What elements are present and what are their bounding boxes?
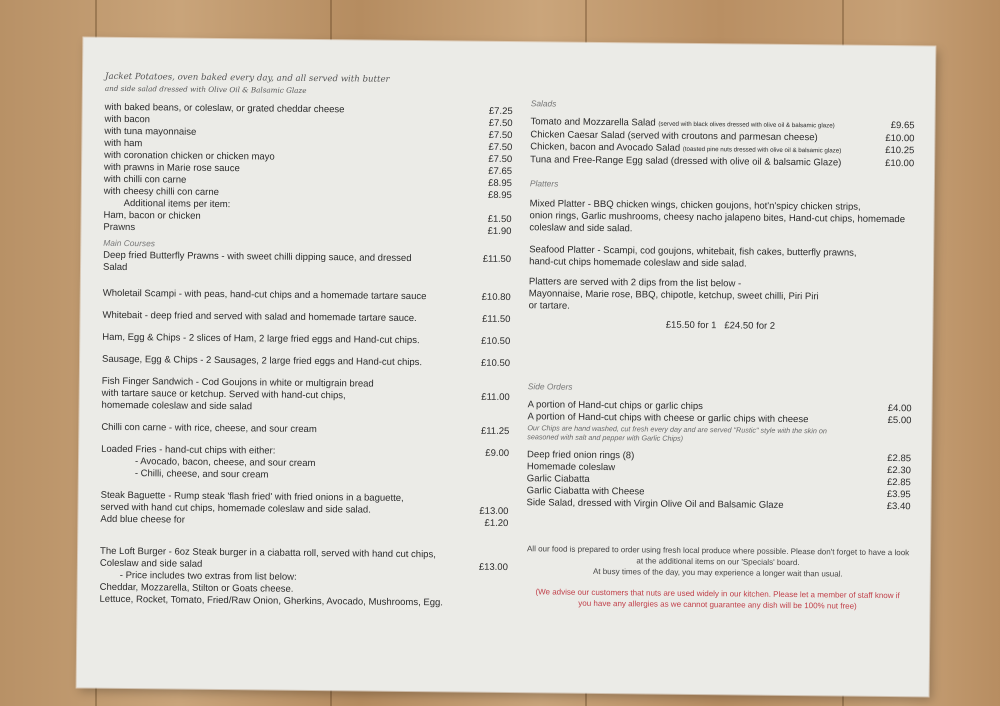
salads-heading: Salads [530, 98, 557, 109]
menu-item: Side Salad, dressed with Virgin Olive Oil and Balsamic Glaze £3.40 [526, 497, 911, 513]
menu-item: Deep fried Butterfly Prawns - with sweet chilli dipping sauce, and dressed Salad £11.50 [102, 249, 512, 274]
menu-item: Wholetail Scampi - with peas, hand-cut chips and a homemade tartare sauce £10.80 [102, 287, 511, 304]
footer-note: All our food is prepared to order using fresh local produce where possible. Please don't forget to have a look at the additional items on our 'Specials' board. At busy times of the day, you may experience a longer wait than usual. [526, 544, 910, 579]
menu-item: Deep fried onion rings (8) £2.85 [527, 449, 912, 465]
jacket-potato-list [103, 102, 512, 238]
menu-item: Loaded Fries - hand-cut chips with either: - Avocado, bacon, cheese, and sour cream - Chilli, cheese, and sour cream £9.00 [101, 443, 510, 481]
menu-item: Garlic Ciabatta with Cheese £3.95 [526, 485, 911, 501]
menu-item: with bacon £7.50 [104, 113, 513, 130]
left-column [99, 72, 513, 610]
menu-item: with coronation chicken or chicken mayo £7.50 [104, 149, 513, 166]
side-orders-heading: Side Orders [527, 381, 573, 392]
menu-item: Ham, Egg & Chips - 2 slices of Ham, 2 large fried eggs and Hand-cut chips. £10.50 [102, 331, 511, 348]
menu-item: A portion of Hand-cut chips with cheese or garlic chips with cheese £5.00 [527, 411, 912, 427]
menu-item: Steak Baguette - Rump steak 'flash fried' with fried onions in a baguette, served with hand cut chips, homemade coleslaw and side salad. £13.00 [100, 489, 509, 518]
menu-item: Prawns £1.90 [103, 221, 512, 238]
menu-item: Add blue cheese for £1.20 [100, 513, 509, 530]
menu-item: Chicken Caesar Salad (served with croutons and parmesan cheese) £10.00 [530, 129, 915, 145]
chips-note: Our Chips are hand washed, cut fresh every day and are served "Rustic" style with the skin on seasoned with salt and pepper with Garlic Chips) [527, 423, 827, 443]
menu-item: with baked beans, or coleslaw, or grated cheddar cheese £7.25 [104, 101, 513, 118]
menu-item: Sausage, Egg & Chips - 2 Sausages, 2 large fried eggs and Hand-cut chips. £10.50 [102, 353, 511, 370]
additional-heading: Additional items per item: [123, 197, 231, 211]
menu-item: A portion of Hand-cut chips or garlic chips £4.00 [527, 399, 912, 415]
menu-item: with chilli con carne £8.95 [103, 173, 512, 190]
menu-item: Chilli con carne - with rice, cheese, and sour cream £11.25 [101, 421, 510, 438]
menu-item: with cheesy chilli con carne £8.95 [103, 185, 512, 202]
right-column [525, 94, 914, 612]
menu-item: with prawns in Marie rose sauce £7.65 [104, 161, 513, 178]
menu-item: The Loft Burger - 6oz Steak burger in a ciabatta roll, served with hand cut chips, Coleslaw and side salad - Price includes two extras from list below: Cheddar, Mozzarella, Stilton or Goats cheese. Lettuce, Rocket, Tomato, Fried/Raw Onion, Gherkins, Avocado, Mushrooms, Egg. £13.00 [99, 545, 508, 609]
menu-item: Fish Finger Sandwich - Cod Goujons in white or multigrain bread with tartare sauce or ketchup. Served with hand-cut chips, homemade coleslaw and side salad £11.00 [101, 375, 510, 413]
menu-sheet [77, 38, 936, 697]
intro-line: and side salad dressed with Olive Oil & Balsamic Glaze [104, 83, 307, 95]
main-courses-heading: Main Courses [103, 237, 156, 249]
allergy-warning: (We advise our customers that nuts are used widely in our kitchen. Please let a member of staff know if you have any allergies as we cannot guarantee any dish will be 100% nut free) [535, 587, 900, 611]
menu-item: with tuna mayonnaise £7.50 [104, 125, 513, 142]
menu-item: with ham £7.50 [104, 137, 513, 154]
menu-item: Ham, bacon or chicken £1.50 [103, 209, 512, 226]
menu-item: Homemade coleslaw £2.30 [526, 461, 911, 477]
platters-heading: Platters [529, 178, 559, 189]
platter-price: £15.50 for 1 £24.50 for 2 [665, 319, 776, 332]
menu-item: Garlic Ciabatta £2.85 [526, 473, 911, 489]
menu-item: Tomato and Mozzarella Salad (served with black olives dressed with olive oil & balsamic glaze) £9.65 [530, 116, 915, 132]
menu-item: Whitebait - deep fried and served with salad and homemade tartare sauce. £11.50 [102, 309, 511, 326]
mixed-platter: Mixed Platter - BBQ chicken wings, chicken goujons, hot'n'spicy chicken strips, onion rings, Garlic mushrooms, cheesy nacho jalapeno bites, Hand-cut chips, homemade coleslaw and side salad. [529, 198, 906, 235]
menu-item: Chicken, bacon and Avocado Salad (toasted pine nuts dressed with olive oil & balsamic glaze) £10.25 [530, 141, 915, 157]
intro-line: Jacket Potatoes, oven baked every day, and all served with butter [104, 71, 390, 85]
seafood-platter: Seafood Platter - Scampi, cod goujons, whitebait, fish cakes, butterfly prawns, hand-cut chips homemade coleslaw and side salad. [529, 244, 857, 270]
menu-item: Tuna and Free-Range Egg salad (dressed with olive oil & balsamic Glaze) £10.00 [530, 154, 915, 170]
dips-info: Platters are served with 2 dips from the list below - Mayonnaise, Marie rose, BBQ, chipotle, ketchup, sweet chilli, Piri Piri or tartare. [528, 276, 819, 312]
jacket-potatoes-intro [105, 72, 513, 98]
